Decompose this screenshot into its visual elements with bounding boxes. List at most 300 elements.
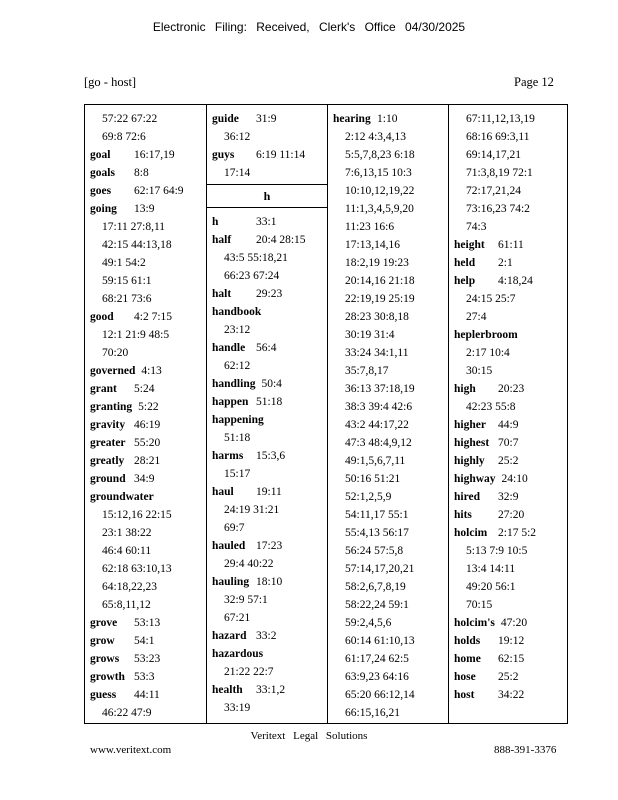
index-term: highly [454,455,485,467]
page-line-references: 33:1,2 [256,684,286,696]
index-entry-line [212,699,324,717]
index-entry-line [454,200,564,218]
page-line-references: 58:22,24 59:1 [345,599,409,611]
page-line-references: 44:11 [134,689,160,701]
index-entry-line [90,686,203,704]
index-term: grove [90,617,118,629]
page-line-references: 67:21 [224,612,251,624]
index-entry-line [333,614,445,632]
index-entry-line [212,447,324,465]
index-entry-line [454,272,564,290]
index-entry [449,452,567,470]
footer-website: www.veritext.com [90,744,172,756]
page-line-references: 20:4 28:15 [256,234,306,246]
index-entry [85,470,206,488]
page-line-references: 62:15 [498,653,525,665]
index-entry [85,110,206,146]
page-line-references: 2:12 4:3,4,13 [345,131,407,143]
index-entry-line [212,645,324,663]
index-term: gravity [90,419,126,431]
index-term: handbook [212,306,262,318]
index-entry-line [212,501,324,519]
index-entry-line [90,182,203,200]
index-column-1 [85,105,206,723]
index-term: hearing [333,113,371,125]
page-line-references: 33:24 34:1,11 [345,347,409,359]
index-entry-line [454,452,564,470]
index-entry-line [333,686,445,704]
index-column-4 [448,105,567,723]
page-line-references: 65:20 66:12,14 [345,689,415,701]
index-entry-line [212,249,324,267]
index-term: haul [212,486,234,498]
index-entry-line [90,236,203,254]
page-line-references: 33:19 [224,702,251,714]
page-line-references: 13:4 14:11 [466,563,516,575]
index-entry-line [333,236,445,254]
index-entry [449,272,567,326]
index-entry-line [212,555,324,573]
index-term: going [90,203,117,215]
page-line-references: 59:15 61:1 [102,275,152,287]
page-line-references: 70:7 [498,437,519,449]
index-entry-line [454,416,564,434]
page-line-references: 24:10 [501,473,528,485]
page-line-references: 28:21 [134,455,161,467]
index-term: help [454,275,476,287]
index-entry-line [90,560,203,578]
index-entry-line [212,321,324,339]
index-entry-line [333,452,445,470]
index-entry-line [212,128,324,146]
index-column-3 [327,105,448,723]
index-term: guess [90,689,117,701]
index-entry-line [90,632,203,650]
index-term: holcim's [454,617,495,629]
index-entry [207,627,327,645]
page-line-references: 62:12 [224,360,251,372]
page-line-references: 28:23 30:8,18 [345,311,409,323]
page-line-references: 18:10 [256,576,283,588]
index-entry-line [212,303,324,321]
index-entry [207,645,327,681]
page-line-references: 55:20 [134,437,161,449]
index-entry-line [333,578,445,596]
page-line-references: 70:20 [102,347,129,359]
page-line-references: 24:19 31:21 [224,504,280,516]
index-term: grows [90,653,120,665]
index-entry [207,339,327,375]
page-line-references: 53:13 [134,617,161,629]
index-term: greater [90,437,126,449]
page-line-references: 59:2,4,5,6 [345,617,392,629]
page-line-references: 74:3 [466,221,487,233]
index-term: hired [454,491,480,503]
index-entry-line [333,146,445,164]
index-entry [449,632,567,650]
index-term: guys [212,149,235,161]
page-line-references: 36:12 [224,131,251,143]
index-entry-line [454,524,564,542]
index-entry-line [90,596,203,614]
index-term: higher [454,419,486,431]
index-term: growth [90,671,125,683]
index-entry [328,110,448,722]
index-entry-line [212,411,324,429]
index-entry-line [454,578,564,596]
index-term: hazard [212,630,247,642]
page-line-references: 66:15,16,21 [345,707,400,719]
page-line-references: 73:16,23 74:2 [466,203,530,215]
index-entry-line [454,560,564,578]
index-term: guide [212,113,239,125]
page-line-references: 33:2 [256,630,277,642]
page-line-references: 23:1 38:22 [102,527,152,539]
index-entry-line [212,609,324,627]
page-line-references: 54:11,17 55:1 [345,509,409,521]
index-term: happen [212,396,249,408]
index-term: groundwater [90,491,154,503]
index-entry [207,537,327,573]
page-line-references: 42:23 55:8 [466,401,516,413]
index-entry [449,416,567,434]
index-term: height [454,239,485,251]
page-line-references: 2:1 [498,257,513,269]
index-entry [449,686,567,704]
index-entry-line [454,308,564,326]
page-line-references: 5:5,7,8,23 6:18 [345,149,415,161]
index-entry [85,434,206,452]
index-entry-line [90,614,203,632]
index-entry [207,285,327,303]
page-line-references: 69:14,17,21 [466,149,521,161]
index-entry-line [333,254,445,272]
page-line-references: 50:4 [261,378,282,390]
page-line-references: 68:21 73:6 [102,293,152,305]
page-line-references: 69:8 72:6 [102,131,146,143]
index-entry-line [212,393,324,411]
page-line-references: 11:1,3,4,5,9,20 [345,203,414,215]
index-entry-line [90,416,203,434]
index-entry [85,164,206,182]
index-term: hauling [212,576,250,588]
page-line-references: 57:22 67:22 [102,113,158,125]
page-line-references: 66:23 67:24 [224,270,280,282]
index-entry-line [212,681,324,699]
index-entry [449,668,567,686]
page-line-references: 6:19 11:14 [256,149,306,161]
page-line-references: 2:17 10:4 [466,347,510,359]
index-entry-line [212,465,324,483]
index-entry [449,650,567,668]
page-line-references: 53:23 [134,653,161,665]
page-line-references: 15:12,16 22:15 [102,509,172,521]
page-line-references: 33:1 [256,216,277,228]
index-entry-line [90,272,203,290]
index-entry-line [212,285,324,303]
index-entry [449,434,567,452]
page-line-references: 51:18 [224,432,251,444]
page-line-references: 17:13,14,16 [345,239,400,251]
index-entry-line [454,254,564,272]
index-entry-line [333,128,445,146]
index-entry-line [90,290,203,308]
page-line-references: 65:8,11,12 [102,599,151,611]
index-entry-line [454,632,564,650]
index-entry-line [454,326,564,344]
index-entry [85,632,206,650]
index-term: half [212,234,232,246]
index-entry-line [333,110,445,128]
index-term: goals [90,167,115,179]
page-line-references: 32:9 [498,491,519,503]
index-entry-line [90,650,203,668]
index-column-2 [206,105,327,723]
page-line-references: 5:22 [138,401,159,413]
index-range: [go - host] [84,75,137,89]
page-line-references: 43:5 55:18,21 [224,252,288,264]
page-line-references: 24:15 25:7 [466,293,516,305]
index-entry [85,308,206,362]
page-line-references: 64:18,22,23 [102,581,157,593]
index-entry-line [90,380,203,398]
page-line-references: 43:2 44:17,22 [345,419,409,431]
index-entry-line [90,398,203,416]
index-entry-line [454,398,564,416]
index-term: grow [90,635,115,647]
page-line-references: 27:4 [466,311,487,323]
page-line-references: 22:19,19 25:19 [345,293,415,305]
index-entry [449,380,567,416]
page-line-references: 70:15 [466,599,493,611]
index-term: highest [454,437,490,449]
page-line-references: 62:17 64:9 [134,185,184,197]
index-entry-line [90,218,203,236]
index-term: goes [90,185,112,197]
page-line-references: 71:3,8,19 72:1 [466,167,533,179]
page-line-references: 54:1 [134,635,155,647]
index-term: held [454,257,476,269]
page-line-references: 46:22 47:9 [102,707,152,719]
index-entry-line [454,110,564,128]
index-entry-line [212,537,324,555]
index-term: holds [454,635,481,647]
page-line-references: 4:18,24 [498,275,533,287]
index-entry [85,488,206,614]
index-entry [85,668,206,686]
index-entry-line [333,344,445,362]
index-entry [85,416,206,434]
index-entry [449,524,567,614]
page-line-references: 49:1 54:2 [102,257,146,269]
index-entry-line [212,591,324,609]
index-entry-line [454,290,564,308]
index-entry-line [212,519,324,537]
page-line-references: 49:1,5,6,7,11 [345,455,406,467]
index-entry [207,393,327,411]
index-entry-line [333,164,445,182]
index-entry-line [212,483,324,501]
index-term: heplerbroom [454,329,518,341]
index-entry-line [212,663,324,681]
index-entry [207,483,327,537]
index-entry-line [333,668,445,686]
index-entry [449,470,567,488]
index-entry [207,303,327,339]
index-term: high [454,383,476,395]
index-entry [85,452,206,470]
page-line-references: 61:11 [498,239,524,251]
index-entry-line [454,236,564,254]
index-entry-line [90,668,203,686]
page-line-references: 5:13 7:9 10:5 [466,545,528,557]
page-line-references: 44:9 [498,419,519,431]
index-entry-line [333,362,445,380]
page-line-references: 60:14 61:10,13 [345,635,415,647]
index-entry-line [333,470,445,488]
index-entry [449,110,567,236]
page-line-references: 52:1,2,5,9 [345,491,392,503]
footer-company: Veritext Legal Solutions [250,730,368,742]
index-entry-line [90,524,203,542]
index-entry-line [454,182,564,200]
index-entry-line [333,596,445,614]
index-entry [449,506,567,524]
index-entry-line [454,470,564,488]
index-entry-line [90,110,203,128]
index-entry-line [454,668,564,686]
index-entry [207,375,327,393]
index-entry-line [454,362,564,380]
index-entry [207,213,327,231]
page-line-references: 53:3 [134,671,155,683]
index-term: handle [212,342,246,354]
footer-phone: 888-391-3376 [494,744,557,756]
index-entry-line [333,308,445,326]
index-entry [207,411,327,447]
page-line-references: 25:2 [498,455,519,467]
index-entry [85,650,206,668]
page-line-references: 18:2,19 19:23 [345,257,409,269]
index-entry-line [212,267,324,285]
index-entry-line [333,704,445,722]
page-line-references: 32:9 57:1 [224,594,268,606]
index-entry-line [333,632,445,650]
index-term: halt [212,288,232,300]
page-line-references: 25:2 [498,671,519,683]
index-entry-line [90,542,203,560]
index-entry-line [212,429,324,447]
page-line-references: 20:14,16 21:18 [345,275,415,287]
index-entry-line [333,326,445,344]
page-line-references: 10:10,12,19,22 [345,185,415,197]
index-entry-line [333,560,445,578]
index-entry [207,447,327,483]
page-line-references: 56:4 [256,342,277,354]
index-term: hauled [212,540,246,552]
index-entry-line [212,357,324,375]
index-entry-line [90,362,203,380]
index-entry-line [90,326,203,344]
page-line-references: 4:13 [141,365,162,377]
index-entry [449,326,567,380]
index-term: good [90,311,114,323]
page-line-references: 62:18 63:10,13 [102,563,172,575]
index-term: goal [90,149,111,161]
page-line-references: 61:17,24 62:5 [345,653,409,665]
page-line-references: 8:8 [134,167,149,179]
page-line-references: 51:18 [256,396,283,408]
page-line-references: 15:3,6 [256,450,286,462]
index-entry [449,254,567,272]
page-line-references: 7:6,13,15 10:3 [345,167,412,179]
page-line-references: 19:12 [498,635,525,647]
index-entry-line [212,375,324,393]
index-entry-line [333,416,445,434]
page-line-references: 38:3 39:4 42:6 [345,401,413,413]
index-entry [85,146,206,164]
page-line-references: 42:15 44:13,18 [102,239,172,251]
index-entry-line [454,686,564,704]
page-line-references: 72:17,21,24 [466,185,521,197]
index-entry-line [212,339,324,357]
page-line-references: 17:14 [224,167,251,179]
index-entry-line [333,200,445,218]
index-entry-line [454,344,564,362]
page-line-references: 17:11 27:8,11 [102,221,166,233]
index-term: happening [212,414,264,426]
filing-stamp: Electronic Filing: Received, Clerk's Office 04/30/2025 [152,20,466,34]
page-line-references: 63:9,23 64:16 [345,671,409,683]
index-entry-line [90,308,203,326]
page-line-references: 19:11 [256,486,282,498]
index-entry-line [333,398,445,416]
index-entry [85,200,206,308]
page-line-references: 1:10 [377,113,398,125]
index-entry-line [454,488,564,506]
index-entry-line [333,182,445,200]
page-line-references: 29:4 40:22 [224,558,274,570]
page-line-references: 47:3 48:4,9,12 [345,437,412,449]
index-term: health [212,684,243,696]
index-term: highway [454,473,496,485]
index-entry-line [90,488,203,506]
page-line-references: 50:16 51:21 [345,473,401,485]
page-line-references: 12:1 21:9 48:5 [102,329,170,341]
index-entry [207,110,327,146]
index-entry-line [454,164,564,182]
index-entry [85,614,206,632]
index-entry-line [212,146,324,164]
index-entry-line [90,578,203,596]
index-entry-line [212,573,324,591]
page-line-references: 20:23 [498,383,525,395]
index-entry-line [90,434,203,452]
index-entry-line [454,128,564,146]
index-entry-line [333,272,445,290]
index-term: governed [90,365,136,377]
index-entry-line [333,524,445,542]
page-line-references: 21:22 22:7 [224,666,274,678]
index-term: hazardous [212,648,264,660]
word-index-table [84,104,568,724]
index-entry-line [212,213,324,231]
page-line-references: 56:24 57:5,8 [345,545,404,557]
page-line-references: 23:12 [224,324,251,336]
index-term: grant [90,383,117,395]
page-line-references: 11:23 16:6 [345,221,395,233]
page-line-references: 35:7,8,17 [345,365,389,377]
